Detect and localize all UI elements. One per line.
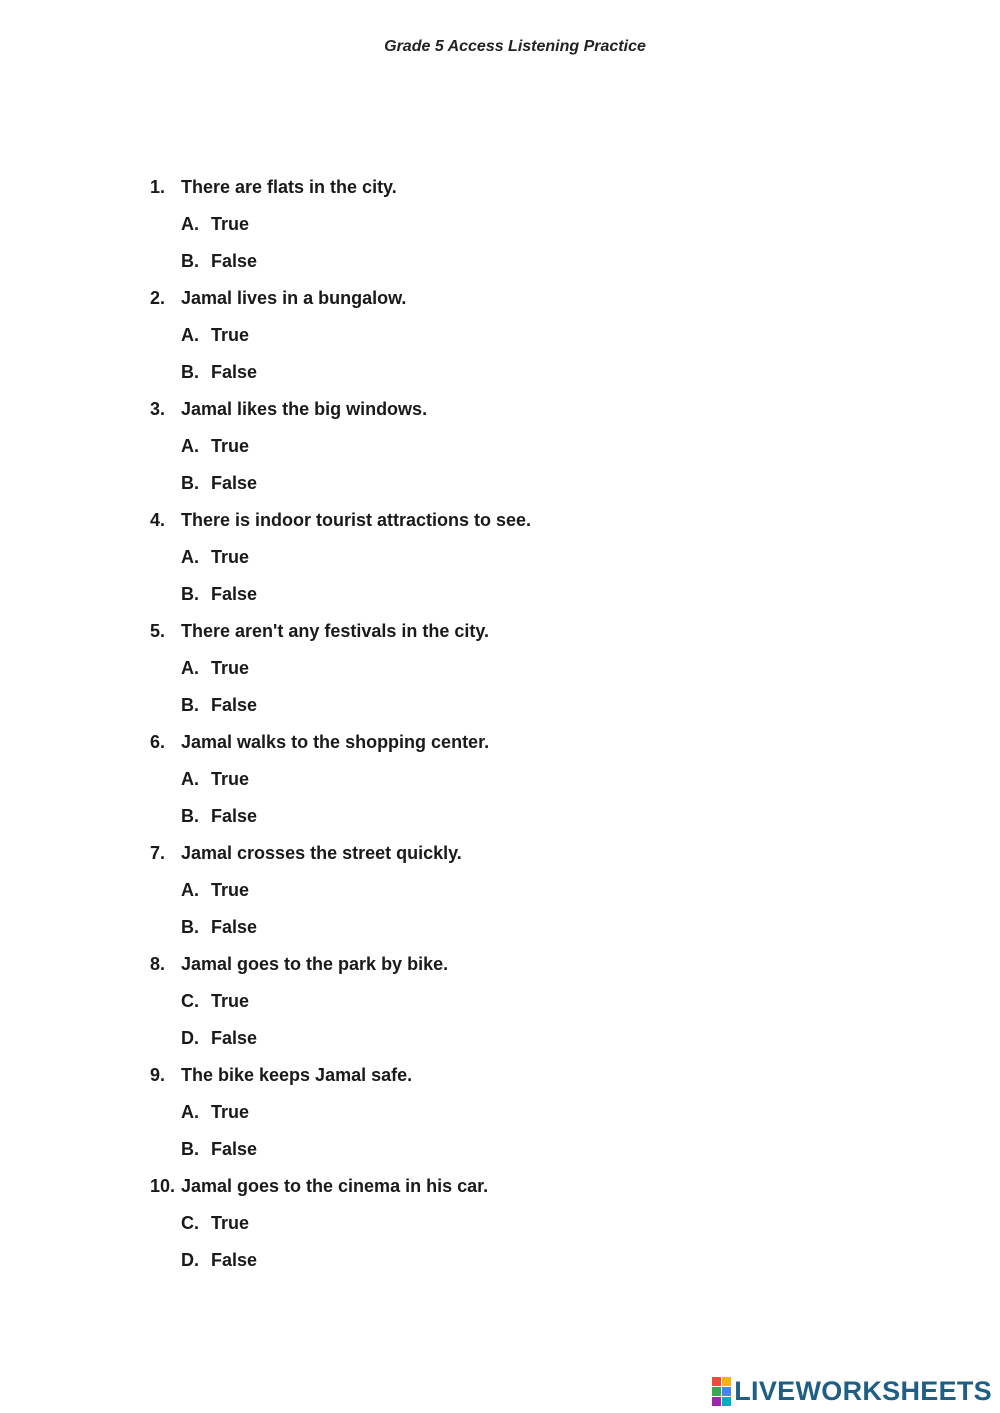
answer-option[interactable]: [150, 433, 850, 470]
question-list: [150, 174, 850, 1284]
question-text: Jamal goes to the cinema in his car.: [181, 1176, 489, 1196]
question-text-line: [150, 285, 850, 322]
question-number: 1.: [150, 177, 166, 197]
option-label: False: [211, 1250, 258, 1270]
page-title: Grade 5 Access Listening Practice: [384, 38, 646, 55]
question-number: 7.: [150, 843, 166, 863]
answer-option[interactable]: [150, 1210, 850, 1247]
answer-option[interactable]: [150, 1247, 850, 1284]
option-label: True: [211, 769, 250, 789]
question-item: [150, 396, 850, 507]
question-item: [150, 1173, 850, 1284]
option-label: False: [211, 584, 258, 604]
question-item: [150, 951, 850, 1062]
answer-option[interactable]: [150, 914, 850, 951]
question-text-line: [150, 1062, 850, 1099]
answer-option[interactable]: [150, 248, 850, 285]
answer-option[interactable]: [150, 470, 850, 507]
question-text-line: [150, 618, 850, 655]
option-letter: A.: [181, 769, 199, 789]
option-letter: B.: [181, 473, 199, 493]
logo-square: [712, 1387, 721, 1396]
option-letter: A.: [181, 214, 199, 234]
question-text-line: [150, 396, 850, 433]
option-label: False: [211, 806, 258, 826]
option-letter: A.: [181, 325, 199, 345]
question-text-line: [150, 840, 850, 877]
option-label: True: [211, 658, 250, 678]
option-label: False: [211, 473, 258, 493]
option-label: True: [211, 1102, 250, 1122]
option-letter: D.: [181, 1028, 199, 1048]
question-number: 4.: [150, 510, 166, 530]
option-letter: B.: [181, 1139, 199, 1159]
answer-option[interactable]: [150, 359, 850, 396]
answer-option[interactable]: [150, 211, 850, 248]
answer-option[interactable]: [150, 803, 850, 840]
question-item: [150, 840, 850, 951]
question-text: Jamal lives in a bungalow.: [181, 288, 407, 308]
option-label: False: [211, 251, 258, 271]
option-letter: B.: [181, 362, 199, 382]
option-letter: A.: [181, 547, 199, 567]
liveworksheets-watermark: [712, 1377, 992, 1405]
answer-option[interactable]: [150, 1025, 850, 1062]
option-label: False: [211, 695, 258, 715]
option-label: True: [211, 880, 250, 900]
question-number: 3.: [150, 399, 166, 419]
logo-square: [722, 1377, 731, 1386]
question-item: [150, 618, 850, 729]
question-text: There aren't any festivals in the city.: [181, 621, 490, 641]
option-letter: D.: [181, 1250, 199, 1270]
question-text: There are flats in the city.: [181, 177, 397, 197]
question-number: 5.: [150, 621, 166, 641]
question-text: Jamal walks to the shopping center.: [181, 732, 490, 752]
option-letter: B.: [181, 917, 199, 937]
option-label: False: [211, 917, 258, 937]
option-letter: B.: [181, 584, 199, 604]
answer-option[interactable]: [150, 1099, 850, 1136]
option-letter: C.: [181, 991, 199, 1011]
logo-square: [722, 1397, 731, 1406]
answer-option[interactable]: [150, 877, 850, 914]
question-text-line: [150, 729, 850, 766]
option-label: True: [211, 547, 250, 567]
question-text: Jamal likes the big windows.: [181, 399, 428, 419]
question-item: [150, 285, 850, 396]
option-label: False: [211, 1028, 258, 1048]
watermark-text: LIVEWORKSHEETS: [734, 1375, 992, 1406]
answer-option[interactable]: [150, 544, 850, 581]
option-label: True: [211, 214, 250, 234]
question-text-line: [150, 174, 850, 211]
question-text: The bike keeps Jamal safe.: [181, 1065, 413, 1085]
liveworksheets-logo-icon: [712, 1377, 731, 1406]
question-text: Jamal crosses the street quickly.: [181, 843, 462, 863]
question-number: 10.: [150, 1176, 176, 1196]
option-label: False: [211, 362, 258, 382]
option-letter: A.: [181, 1102, 199, 1122]
option-letter: A.: [181, 658, 199, 678]
option-label: True: [211, 991, 250, 1011]
option-letter: B.: [181, 695, 199, 715]
answer-option[interactable]: [150, 1136, 850, 1173]
option-label: True: [211, 1213, 250, 1233]
answer-option[interactable]: [150, 581, 850, 618]
question-number: 2.: [150, 288, 166, 308]
option-label: True: [211, 436, 250, 456]
question-text: There is indoor tourist attractions to see.: [181, 510, 532, 530]
answer-option[interactable]: [150, 655, 850, 692]
question-text-line: [150, 507, 850, 544]
option-label: True: [211, 325, 250, 345]
logo-square: [722, 1387, 731, 1396]
question-item: [150, 174, 850, 285]
logo-square: [712, 1377, 721, 1386]
question-text-line: [150, 1173, 850, 1210]
question-item: [150, 507, 850, 618]
question-text-line: [150, 951, 850, 988]
option-label: False: [211, 1139, 258, 1159]
logo-square: [712, 1397, 721, 1406]
question-item: [150, 1062, 850, 1173]
option-letter: A.: [181, 436, 199, 456]
question-number: 8.: [150, 954, 166, 974]
question-item: [150, 729, 850, 840]
question-number: 6.: [150, 732, 166, 752]
option-letter: C.: [181, 1213, 199, 1233]
answer-option[interactable]: [150, 692, 850, 729]
question-number: 9.: [150, 1065, 166, 1085]
answer-option[interactable]: [150, 766, 850, 803]
option-letter: A.: [181, 880, 199, 900]
question-text: Jamal goes to the park by bike.: [181, 954, 449, 974]
option-letter: B.: [181, 806, 199, 826]
answer-option[interactable]: [150, 322, 850, 359]
answer-option[interactable]: [150, 988, 850, 1025]
option-letter: B.: [181, 251, 199, 271]
